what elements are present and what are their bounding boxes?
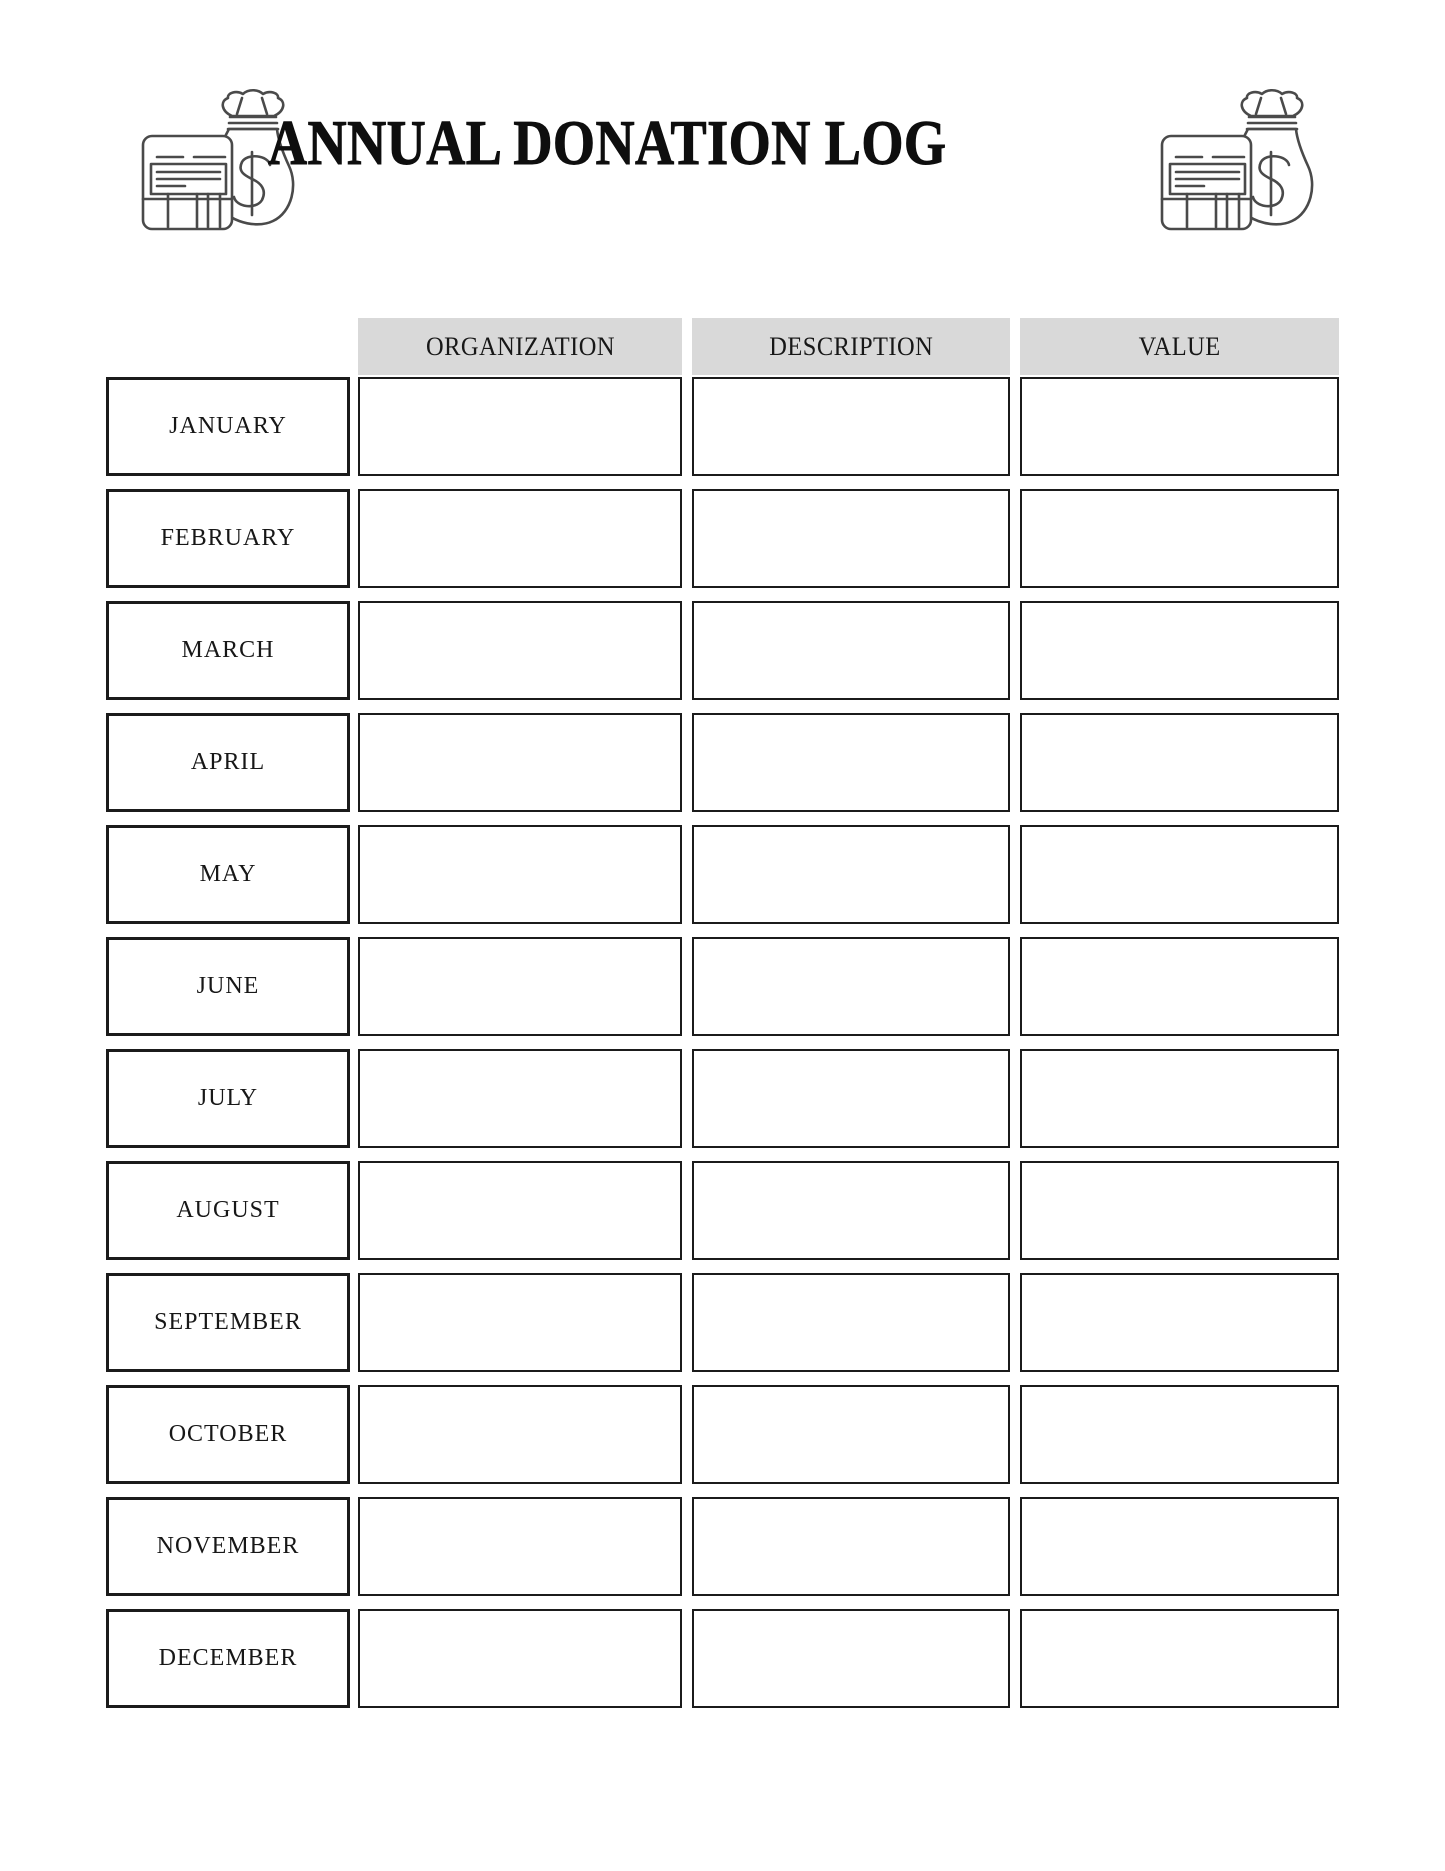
month-label-march: MARCH (106, 601, 350, 700)
cell-november-value[interactable] (1020, 1497, 1339, 1596)
column-header-value-text: VALUE (1138, 331, 1221, 361)
cell-march-value[interactable] (1020, 601, 1339, 700)
cell-july-description[interactable] (692, 1049, 1010, 1148)
page-title-text: ANNUAL DONATION LOG (268, 108, 947, 178)
cell-april-organization[interactable] (358, 713, 682, 812)
cell-june-description[interactable] (692, 937, 1010, 1036)
column-header-organization-text: ORGANIZATION (425, 331, 615, 361)
cell-june-value[interactable] (1020, 937, 1339, 1036)
cell-august-description[interactable] (692, 1161, 1010, 1260)
month-label-january: JANUARY (106, 377, 350, 476)
cell-december-organization[interactable] (358, 1609, 682, 1708)
cell-november-organization[interactable] (358, 1497, 682, 1596)
cell-april-description[interactable] (692, 713, 1010, 812)
column-header-description (692, 318, 1010, 375)
cell-december-description[interactable] (692, 1609, 1010, 1708)
month-label-september: SEPTEMBER (106, 1273, 350, 1372)
cell-october-organization[interactable] (358, 1385, 682, 1484)
cell-august-value[interactable] (1020, 1161, 1339, 1260)
cell-december-value[interactable] (1020, 1609, 1339, 1708)
cell-may-description[interactable] (692, 825, 1010, 924)
month-label-april: APRIL (106, 713, 350, 812)
cell-may-organization[interactable] (358, 825, 682, 924)
month-label-august: AUGUST (106, 1161, 350, 1260)
cell-july-organization[interactable] (358, 1049, 682, 1148)
cell-september-value[interactable] (1020, 1273, 1339, 1372)
cell-march-description[interactable] (692, 601, 1010, 700)
month-label-june: JUNE (106, 937, 350, 1036)
cell-june-organization[interactable] (358, 937, 682, 1036)
donation-log-table (106, 318, 1339, 1718)
column-header-organization (358, 318, 682, 375)
month-label-november: NOVEMBER (106, 1497, 350, 1596)
cell-february-description[interactable] (692, 489, 1010, 588)
cell-october-description[interactable] (692, 1385, 1010, 1484)
cell-april-value[interactable] (1020, 713, 1339, 812)
cell-september-description[interactable] (692, 1273, 1010, 1372)
cell-october-value[interactable] (1020, 1385, 1339, 1484)
column-header-description-text: DESCRIPTION (768, 331, 934, 361)
cell-march-organization[interactable] (358, 601, 682, 700)
cell-february-value[interactable] (1020, 489, 1339, 588)
month-label-february: FEBRUARY (106, 489, 350, 588)
cell-september-organization[interactable] (358, 1273, 682, 1372)
cell-february-organization[interactable] (358, 489, 682, 588)
month-label-october: OCTOBER (106, 1385, 350, 1484)
month-label-may: MAY (106, 825, 350, 924)
value-column (1020, 318, 1339, 1721)
cell-january-value[interactable] (1020, 377, 1339, 476)
cash-register-money-bag-icon (1154, 88, 1319, 240)
cell-july-value[interactable] (1020, 1049, 1339, 1148)
cell-november-description[interactable] (692, 1497, 1010, 1596)
month-label-december: DECEMBER (106, 1609, 350, 1708)
cell-may-value[interactable] (1020, 825, 1339, 924)
column-header-value (1020, 318, 1339, 375)
description-column (692, 318, 1010, 1721)
cell-august-organization[interactable] (358, 1161, 682, 1260)
cell-january-organization[interactable] (358, 377, 682, 476)
month-label-july: JULY (106, 1049, 350, 1148)
cell-january-description[interactable] (692, 377, 1010, 476)
month-column (106, 318, 350, 1721)
page-title (268, 108, 1057, 178)
organization-column (358, 318, 682, 1721)
